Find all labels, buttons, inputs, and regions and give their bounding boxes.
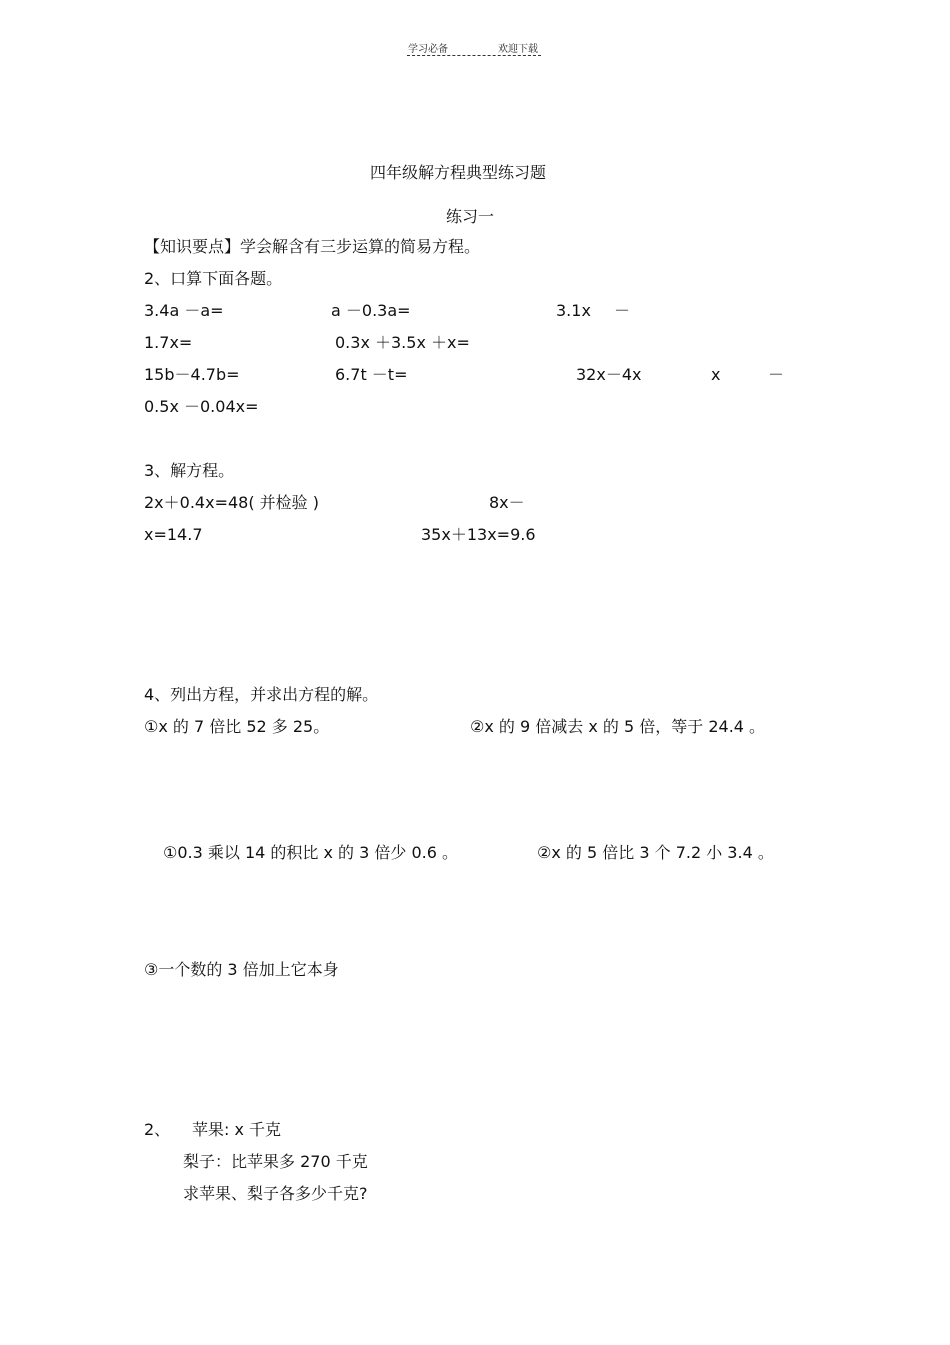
section4-item: ②x 的 9 倍减去 x 的 5 倍，等于 24.4 。 <box>470 717 766 736</box>
section2-item: 3.1x <box>556 301 591 320</box>
section2-item: － <box>614 301 631 320</box>
section5-line: 求苹果、梨子各多少千克? <box>183 1184 368 1203</box>
header-left: 学习必备 <box>408 44 448 55</box>
header-divider <box>407 55 541 56</box>
section5-number: 2、 <box>144 1120 171 1139</box>
section4-item: ③一个数的 3 倍加上它本身 <box>144 960 339 979</box>
section3-item: 35x＋13x=9.6 <box>421 525 536 544</box>
section3-heading: 3、解方程。 <box>144 461 235 480</box>
section2-item: 1.7x= <box>144 333 193 352</box>
section4-item: ①x 的 7 倍比 52 多 25。 <box>144 717 330 736</box>
section2-item: 15b－4.7b= <box>144 365 240 384</box>
section2-item: a －0.3a= <box>331 301 411 320</box>
knowledge-point: 【知识要点】学会解含有三步运算的简易方程。 <box>144 237 481 256</box>
section2-item: 32x－4x <box>576 365 642 384</box>
section2-item: 0.3x ＋3.5x ＋x= <box>335 333 470 352</box>
section2-item: x <box>711 365 721 384</box>
section2-heading: 2、口算下面各题。 <box>144 269 283 288</box>
section4-item: ①0.3 乘以 14 的积比 x 的 3 倍少 0.6 。 <box>163 843 459 862</box>
section2-item: － <box>768 365 785 384</box>
section2-item: 3.4a －a= <box>144 301 224 320</box>
section4-heading: 4、列出方程，并求出方程的解。 <box>144 685 379 704</box>
page-title: 四年级解方程典型练习题 <box>370 163 547 182</box>
page-subtitle: 练习一 <box>446 207 495 226</box>
section4-item: ②x 的 5 倍比 3 个 7.2 小 3.4 。 <box>537 843 774 862</box>
section2-item: 6.7t －t= <box>335 365 408 384</box>
section5-line: 苹果: x 千克 <box>192 1120 282 1139</box>
section5-line: 梨子：比苹果多 270 千克 <box>183 1152 368 1171</box>
header-right: 欢迎下载 <box>498 44 538 55</box>
section2-item: 0.5x －0.04x= <box>144 397 259 416</box>
section3-item: 8x－ <box>489 493 525 512</box>
section3-item: x=14.7 <box>144 525 203 544</box>
section3-item: 2x＋0.4x=48( 并检验 ) <box>144 493 319 512</box>
